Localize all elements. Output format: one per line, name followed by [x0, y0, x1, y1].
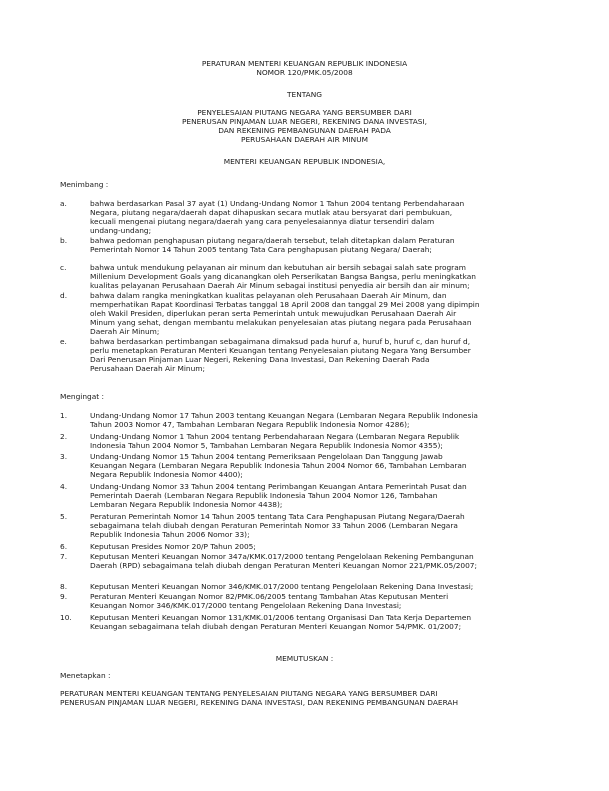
text-line: Daerah Air Minum; — [90, 327, 160, 337]
text-line: Undang-Undang Nomor 33 Tahun 2004 tentang Perimbangan Keuangan Antara Pemerintah Pusat dan — [90, 482, 467, 491]
text-line: bahwa pedoman penghapusan piutang negara/daerah tersebut, telah ditetapkan dalam Peraturan — [90, 236, 455, 245]
subject-line: PENYELESAIAN PIUTANG NEGARA YANG BERSUMBER DARI — [197, 108, 412, 117]
item-label: c. — [60, 263, 67, 272]
item-label: 6. — [60, 542, 68, 551]
memutuskan-heading: MEMUTUSKAN : — [275, 654, 334, 663]
subject-line: PERUSAHAAN DAERAH AIR MINUM — [241, 135, 368, 145]
text-line: Negara Republik Indonesia Nomor 4400); — [90, 470, 243, 480]
mengingat-heading: Mengingat : — [60, 392, 104, 401]
text-line: PERATURAN MENTERI KEUANGAN TENTANG PENYELESAIAN PIUTANG NEGARA YANG BERSUMBER DARI — [60, 689, 438, 698]
item-text — [90, 582, 550, 591]
text-line: Pemerintah Daerah (Lembaran Negara Republik Indonesia Tahun 2004 Nomor 126, Tambahan — [90, 491, 438, 501]
menetapkan-text — [60, 689, 550, 707]
text-line: oleh Wakil Presiden, diperlukan peran serta Pemerintah untuk mewujudkan Perusahaan Daerah Air — [90, 309, 457, 319]
text-line: Keputusan Menteri Keuangan Nomor 346/KMK.017/2000 tentang Pengelolaan Rekening Dana Investasi; — [90, 582, 474, 591]
regulation-number: NOMOR 120/PMK.05/2008 — [256, 68, 353, 78]
text-line: bahwa berdasarkan Pasal 37 ayat (1) Undang-Undang Nomor 1 Tahun 2004 tentang Perbendaharaan — [90, 199, 465, 208]
text-line: Pemerintah Nomor 14 Tahun 2005 tentang Tata Cara penghapusan piutang Negara/ Daerah; — [90, 245, 432, 255]
regulation-subject — [0, 108, 609, 144]
text-line: undang-undang; — [90, 226, 152, 236]
title-line: PERATURAN MENTERI KEUANGAN REPUBLIK INDONESIA — [201, 59, 408, 68]
text-line: Undang-Undang Nomor 17 Tahun 2003 tentang Keuangan Negara (Lembaran Negara Republik Indonesia — [90, 411, 478, 420]
text-line: bahwa dalam rangka meningkatkan kualitas pelayanan oleh Perusahaan Daerah Air Minum, dan — [90, 291, 447, 300]
item-text — [90, 552, 550, 570]
subject-line: DAN REKENING PEMBANGUNAN DAERAH PADA — [218, 126, 391, 136]
text-line: Perusahaan Daerah Air Minum; — [90, 364, 205, 374]
text-line: memperhatikan Rapat Koordinasi Terbatas tanggal 18 April 2008 dan tanggal 29 Mei 2008 yang dipimpin — [90, 300, 480, 310]
text-line: bahwa berdasarkan pertimbangan sebagaimana dimaksud pada huruf a, huruf b, huruf c, dan huruf d, — [90, 337, 471, 346]
item-text — [90, 236, 550, 254]
text-line: bahwa untuk mendukung pelayanan air minum dan kebutuhan air bersih sebagai salah sate program — [90, 263, 466, 272]
item-text — [90, 263, 550, 290]
text-line: Tahun 2003 Nomor 47, Tambahan Lembaran Negara Republik Indonesia Nomor 4286); — [90, 420, 410, 430]
item-label: 10. — [60, 613, 72, 622]
text-line: Peraturan Menteri Keuangan Nomor 82/PMK.06/2005 tentang Tambahan Atas Keputusan Menteri — [90, 592, 449, 601]
item-text — [90, 482, 550, 509]
item-label: 4. — [60, 482, 68, 491]
item-text — [90, 613, 550, 631]
text-line: Daerah (RPD) sebagaimana telah diubah dengan Peraturan Menteri Keuangan Nomor 221/PMK.05/2007; — [90, 561, 478, 571]
item-label: 7. — [60, 552, 68, 561]
text-line: Undang-Undang Nomor 15 Tahun 2004 tentang Pemeriksaan Pengelolaan Dan Tanggung Jawab — [90, 452, 443, 461]
text-line: Republik Indonesia Tahun 2006 Nomor 33); — [90, 530, 250, 540]
text-line: Keuangan sebagaimana telah diubah dengan Peraturan Menteri Keuangan Nomor 54/PMK. 01/2007; — [90, 622, 462, 632]
text-line: Keuangan Nomor 346/KMK.017/2000 tentang Pengelolaan Rekening Dana Investasi; — [90, 601, 402, 611]
item-label: e. — [60, 337, 67, 346]
menimbang-heading: Menimbang : — [60, 180, 109, 189]
item-text — [90, 337, 550, 373]
item-text — [90, 512, 550, 539]
item-text — [90, 432, 550, 450]
text-line: Minum yang sehat, dengan membantu melakukan penyelesaian atas piutang negara pada Perusahaan — [90, 318, 472, 328]
item-label: 3. — [60, 452, 68, 461]
text-line: Negara, piutang negara/daerah dapat dihapuskan secara mutlak atau bersyarat dari pembukuan, — [90, 208, 453, 218]
text-line: Indonesia Tahun 2004 Nomor 5, Tambahan Lembaran Negara Republik Indonesia Nomor 4355); — [90, 441, 443, 451]
subject-line: PENERUSAN PINJAMAN LUAR NEGERI, REKENING DANA INVESTASI, — [181, 117, 428, 127]
menetapkan-heading: Menetapkan : — [60, 671, 111, 680]
item-label: 8. — [60, 582, 68, 591]
item-label: b. — [60, 236, 68, 245]
text-line: PENERUSAN PINJAMAN LUAR NEGERI, REKENING DANA INVESTASI, DAN REKENING PEMBANGUNAN DAERAH — [60, 698, 459, 708]
tentang-label: TENTANG — [287, 90, 322, 99]
text-line: kualitas pelayanan Perusahaan Daerah Air Minum sebagai institusi penyedia air bersih dan air minum; — [90, 281, 470, 291]
text-line: Keputusan Menteri Keuangan Nomor 347a/KMK.017/2000 tentang Pengelolaan Rekening Pembangunan — [90, 552, 474, 561]
item-label: 9. — [60, 592, 68, 601]
item-label: 1. — [60, 411, 68, 420]
item-label: a. — [60, 199, 67, 208]
minister-line: MENTERI KEUANGAN REPUBLIK INDONESIA, — [223, 157, 386, 166]
item-text — [90, 411, 550, 429]
text-line: Keputusan Presides Nomor 20/P Tahun 2005; — [90, 542, 256, 551]
text-line: Undang-Undang Nomor 1 Tahun 2004 tentang Perbendaharaan Negara (Lembaran Negara Republik — [90, 432, 460, 441]
regulation-title — [0, 59, 609, 77]
text-line: Millenium Development Goals yang dicanangkan oleh Perserikatan Bangsa Bangsa, perlu meningkatkan — [90, 272, 476, 282]
item-text — [90, 592, 550, 610]
item-text — [90, 291, 550, 336]
item-label: d. — [60, 291, 68, 300]
item-label: 5. — [60, 512, 68, 521]
text-line: kecuali mengenai piutang negara/daerah yang cara penyelesaiannya diatur tersendiri dalam — [90, 217, 435, 227]
text-line: Keuangan Negara (Lembaran Negara Republik Indonesia Tahun 2004 Nomor 66, Tambahan Lembaran — [90, 461, 467, 471]
text-line: Dari Penerusan Pinjaman Luar Negeri, Rekening Dana Investasi, Dan Rekening Daerah Pada — [90, 355, 430, 365]
text-line: Keputusan Menteri Keuangan Nomor 131/KMK.01/2006 tentang Organisasi Dan Tata Kerja Departemen — [90, 613, 472, 622]
item-text — [90, 452, 550, 479]
item-text — [90, 542, 550, 551]
item-text — [90, 199, 550, 235]
text-line: sebagaimana telah diubah dengan Peraturan Pemerintah Nomor 33 Tahun 2006 (Lembaran Negara — [90, 521, 458, 531]
text-line: Lembaran Negara Republik Indonesia Nomor 4438); — [90, 500, 283, 510]
text-line: Peraturan Pemerintah Nomor 14 Tahun 2005 tentang Tata Cara Penghapusan Piutang Negara/Daerah — [90, 512, 465, 521]
item-label: 2. — [60, 432, 68, 441]
text-line: perlu menetapkan Peraturan Menteri Keuangan tentang Penyelesaian piutang Negara Yang Bersumber — [90, 346, 471, 356]
